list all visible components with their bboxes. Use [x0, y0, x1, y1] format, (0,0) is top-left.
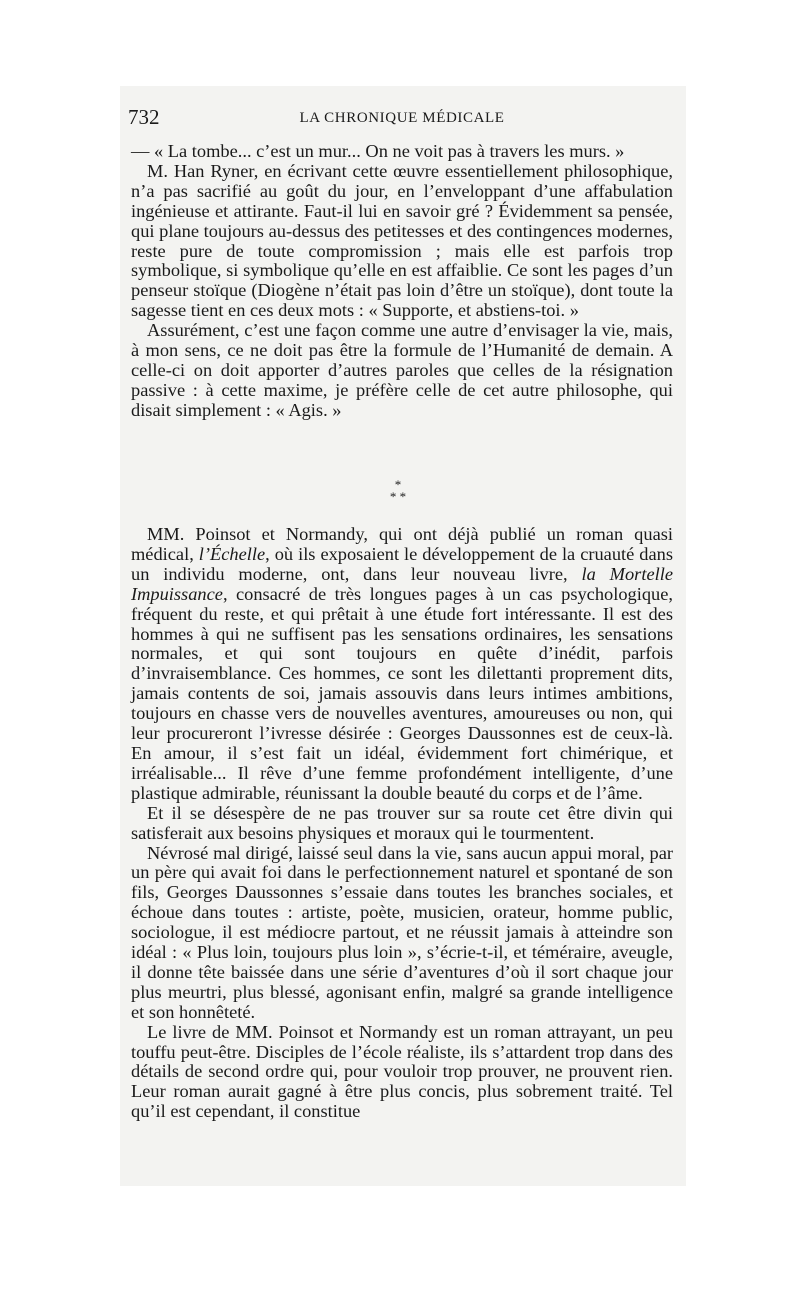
asterism-glyphs: * * *	[389, 477, 407, 504]
running-title: LA CHRONIQUE MÉDICALE	[299, 110, 505, 126]
paragraph: Névrosé mal dirigé, laissé seul dans la vie, sans aucun appui moral, par un père qui avait foi dans le perfectionnement naturel et spontané de son fils, Georges Daussonnes s’essaie dans toutes les branches sociales, et échoue dans toutes : artiste, poète, musicien, orateur, homme public, sociologue, il est médiocre partout, et ne réussit jamais à atteindre son idéal : « Plus loin, toujours plus loin », s’écrie-t-il, et téméraire, aveugle, il donne tête baissée dans une série d’aventures d’où il sort chaque jour plus meurtri, plus blessé, agonisant enfin, malgré sa grande intelligence et son honnêteté.	[131, 842, 673, 1022]
paragraph: Et il se désespère de ne pas trouver sur sa route cet être divin qui satisferait aux besoins physiques et moraux qui le tourmentent.	[131, 802, 673, 843]
paragraph: M. Han Ryner, en écrivant cette œuvre essentiellement philosophique, n’a pas sacrifié au goût du jour, en l’enveloppant d’une affabulation ingénieuse et attirante. Faut-il lui en savoir gré ? Évidemment sa pensée, qui plane toujours au-dessus des petitesses et des contingences modernes, reste pure de toute compromission ; mais elle est parfois trop symbolique, si symbolique qu’elle en est affaiblie. Ce sont les pages d’un penseur stoïque (Diogène n’était pas loin d’être un stoïque), dont toute la sagesse tient en ces deux mots : « Supporte, et abstiens-toi. »	[131, 160, 673, 321]
paragraph: Assurément, c’est une façon comme une autre d’envisager la vie, mais, à mon sens, ce ne doit pas être la formule de l’Humanité de demain. A celle-ci on doit apporter d’autres paroles que celles de la résignation passive : à cette maxime, je préfère celle de cet autre philosophe, qui disait simplement : « Agis. »	[131, 320, 673, 420]
quote-paragraph: — « La tombe... c’est un mur... On ne voit pas à travers les murs. »	[131, 141, 625, 161]
section-asterism	[378, 479, 418, 509]
book-title: l’Échelle	[198, 543, 266, 564]
text-span: MM. Poinsot et Normandy, qui ont déjà publié un roman quasi médical,	[131, 524, 673, 564]
review-continuation	[131, 142, 673, 421]
paragraph	[131, 525, 673, 804]
page-number: 732	[128, 105, 160, 129]
text-span: , consacré de très longues pages à un cas psychologique, fréquent du reste, et qui prêtait à une étude fort intéressante. Il est des hommes à qui ne suffisent pas les sensations ordinaires, les sensations normales, et qui sont toujours en quête d’inédit, parfois d’invraisemblance. Ces hommes, ce sont les dilettanti proprement dits, jamais contents de soi, jamais assouvis dans leurs intimes ambitions, toujours en chasse vers de nouvelles aventures, amoureuses ou non, qui leur procureront l’ivresse désirée : Georges Daussonnes est de ceux-là. En amour, il s’est fait un idéal, évidemment fort chimérique, et irréalisable... Il rêve d’une femme profondément intelligente, d’une plastique admirable, réunissant la double beauté du corps et de l’âme.	[131, 583, 673, 803]
book-title: la Mortelle Impuissance	[131, 563, 673, 604]
text-span: , où ils exposaient le développement de la cruauté dans un individu moderne, ont, dans leur nouveau livre,	[131, 543, 673, 584]
paragraph: Le livre de MM. Poinsot et Normandy est un roman attrayant, un peu touffu peut-être. Disciples de l’école réaliste, ils s’attardent trop dans des détails de second ordre qui, pour vouloir trop prouver, ne prouvent rien. Leur roman aurait gagné à être plus concis, plus sobrement traité. Tel qu’il est cependant, il constitue	[131, 1021, 673, 1122]
page-header	[128, 103, 676, 131]
review-poinsot-normandy	[131, 525, 673, 1122]
